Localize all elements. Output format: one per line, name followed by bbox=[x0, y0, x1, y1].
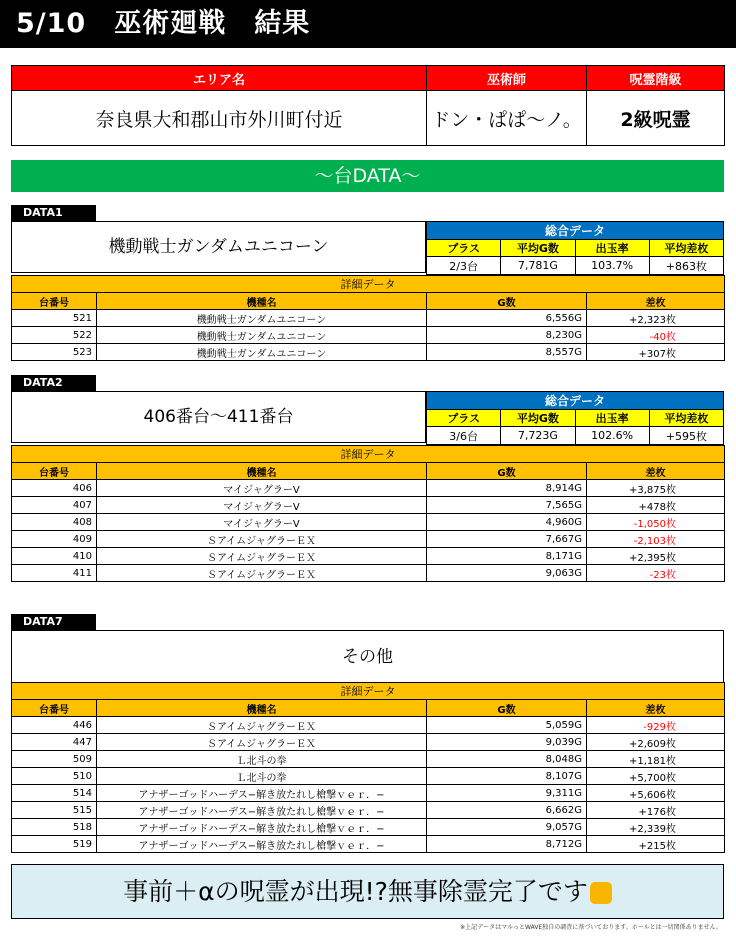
table-row bbox=[12, 565, 725, 582]
data2-section bbox=[11, 375, 724, 580]
machine-model: ＳアイムジャグラーＥＸ bbox=[97, 734, 427, 751]
table-row bbox=[12, 344, 725, 361]
coin-diff: -23枚 bbox=[587, 565, 725, 582]
coin-diff: +2,339枚 bbox=[587, 819, 725, 836]
summary-plus: 3/6台 bbox=[427, 427, 501, 445]
coin-diff: +478枚 bbox=[587, 497, 725, 514]
machine-model: ＳアイムジャグラーＥＸ bbox=[97, 531, 427, 548]
area-value: 奈良県大和郡山市外川町付近 bbox=[12, 91, 427, 146]
summary-col-avg-games: 平均G数 bbox=[501, 240, 575, 257]
game-count: 8,048G bbox=[427, 751, 587, 768]
detail-title: 詳細データ bbox=[12, 276, 725, 293]
coin-diff: +5,700枚 bbox=[587, 768, 725, 785]
shaman-header: 巫術師 bbox=[427, 66, 587, 91]
thumbs-up-icon bbox=[590, 882, 612, 904]
machine-model: アナザーゴッドハーデス−解き放たれし槍撃ｖｅｒ．− bbox=[97, 802, 427, 819]
summary-payout: 103.7% bbox=[575, 257, 649, 275]
coin-diff: -1,050枚 bbox=[587, 514, 725, 531]
data7-detail bbox=[11, 682, 725, 853]
detail-col-no: 台番号 bbox=[12, 293, 97, 310]
summary-col-avg-games: 平均G数 bbox=[501, 410, 575, 427]
summary-col-payout: 出玉率 bbox=[575, 410, 649, 427]
summary-avg-diff: +595枚 bbox=[649, 427, 723, 445]
table-row bbox=[12, 548, 725, 565]
game-count: 8,107G bbox=[427, 768, 587, 785]
summary-col-plus: プラス bbox=[427, 410, 501, 427]
data1-tag: DATA1 bbox=[11, 205, 96, 221]
summary-col-plus: プラス bbox=[427, 240, 501, 257]
machine-number: 522 bbox=[12, 327, 97, 344]
data2-name: 406番台〜411番台 bbox=[11, 391, 426, 443]
summary-title: 総合データ bbox=[427, 222, 724, 240]
summary-col-payout: 出玉率 bbox=[575, 240, 649, 257]
table-row bbox=[12, 480, 725, 497]
machine-number: 518 bbox=[12, 819, 97, 836]
machine-model: Ｌ北斗の拳 bbox=[97, 751, 427, 768]
data7-name: その他 bbox=[11, 630, 724, 684]
machine-model: Ｌ北斗の拳 bbox=[97, 768, 427, 785]
page-title: 5/10 巫術廻戦 結果 bbox=[0, 0, 736, 48]
coin-diff: +215枚 bbox=[587, 836, 725, 853]
table-row bbox=[12, 514, 725, 531]
machine-number: 408 bbox=[12, 514, 97, 531]
game-count: 4,960G bbox=[427, 514, 587, 531]
machine-number: 515 bbox=[12, 802, 97, 819]
detail-col-diff: 差枚 bbox=[587, 700, 725, 717]
game-count: 8,230G bbox=[427, 327, 587, 344]
table-row bbox=[12, 836, 725, 853]
data7-section bbox=[11, 614, 724, 859]
summary-title: 総合データ bbox=[427, 392, 724, 410]
detail-col-games: G数 bbox=[427, 293, 587, 310]
coin-diff: -40枚 bbox=[587, 327, 725, 344]
machine-model: アナザーゴッドハーデス−解き放たれし槍撃ｖｅｒ．− bbox=[97, 836, 427, 853]
data1-detail bbox=[11, 275, 725, 361]
game-count: 9,057G bbox=[427, 819, 587, 836]
grade-value: 2級呪霊 bbox=[587, 91, 725, 146]
coin-diff: +2,395枚 bbox=[587, 548, 725, 565]
disclaimer-note: ※上記データはマルっとWAVE独自の調査に基づいております。ホールとは一切関係ありません。 bbox=[460, 924, 722, 931]
machine-number: 406 bbox=[12, 480, 97, 497]
machine-model: ＳアイムジャグラーＥＸ bbox=[97, 717, 427, 734]
game-count: 8,914G bbox=[427, 480, 587, 497]
coin-diff: +3,875枚 bbox=[587, 480, 725, 497]
coin-diff: +1,181枚 bbox=[587, 751, 725, 768]
data2-detail bbox=[11, 445, 725, 582]
coin-diff: +176枚 bbox=[587, 802, 725, 819]
table-row bbox=[12, 531, 725, 548]
summary-col-avg-diff: 平均差枚 bbox=[649, 410, 723, 427]
coin-diff: +2,323枚 bbox=[587, 310, 725, 327]
table-row bbox=[12, 734, 725, 751]
game-count: 6,662G bbox=[427, 802, 587, 819]
shaman-value: ドン・ぱぱ〜ノ。 bbox=[427, 91, 587, 146]
detail-title: 詳細データ bbox=[12, 683, 725, 700]
grade-header: 呪霊階級 bbox=[587, 66, 725, 91]
detail-col-games: G数 bbox=[427, 700, 587, 717]
summary-payout: 102.6% bbox=[575, 427, 649, 445]
data2-summary bbox=[426, 391, 724, 445]
machine-number: 447 bbox=[12, 734, 97, 751]
table-row bbox=[12, 785, 725, 802]
machine-model: マイジャグラーV bbox=[97, 480, 427, 497]
machine-number: 514 bbox=[12, 785, 97, 802]
machine-number: 409 bbox=[12, 531, 97, 548]
game-count: 9,063G bbox=[427, 565, 587, 582]
machine-model: ＳアイムジャグラーＥＸ bbox=[97, 565, 427, 582]
coin-diff: +307枚 bbox=[587, 344, 725, 361]
detail-col-model: 機種名 bbox=[97, 463, 427, 480]
machine-number: 410 bbox=[12, 548, 97, 565]
machine-model: 機動戦士ガンダムユニコーン bbox=[97, 344, 427, 361]
machine-model: マイジャグラーV bbox=[97, 514, 427, 531]
detail-col-no: 台番号 bbox=[12, 700, 97, 717]
coin-diff: +2,609枚 bbox=[587, 734, 725, 751]
summary-avg-games: 7,781G bbox=[501, 257, 575, 275]
summary-col-avg-diff: 平均差枚 bbox=[649, 240, 723, 257]
data1-section bbox=[11, 205, 724, 360]
table-row bbox=[12, 310, 725, 327]
table-row bbox=[12, 717, 725, 734]
game-count: 7,667G bbox=[427, 531, 587, 548]
game-count: 9,039G bbox=[427, 734, 587, 751]
coin-diff: -2,103枚 bbox=[587, 531, 725, 548]
detail-col-diff: 差枚 bbox=[587, 463, 725, 480]
area-header: エリア名 bbox=[12, 66, 427, 91]
game-count: 9,311G bbox=[427, 785, 587, 802]
machine-model: 機動戦士ガンダムユニコーン bbox=[97, 310, 427, 327]
game-count: 7,565G bbox=[427, 497, 587, 514]
data-banner: 〜台DATA〜 bbox=[11, 160, 724, 192]
machine-number: 509 bbox=[12, 751, 97, 768]
game-count: 8,171G bbox=[427, 548, 587, 565]
machine-number: 446 bbox=[12, 717, 97, 734]
table-row bbox=[12, 751, 725, 768]
summary-avg-games: 7,723G bbox=[501, 427, 575, 445]
detail-col-diff: 差枚 bbox=[587, 293, 725, 310]
machine-model: ＳアイムジャグラーＥＸ bbox=[97, 548, 427, 565]
data1-name: 機動戦士ガンダムユニコーン bbox=[11, 221, 426, 273]
machine-number: 521 bbox=[12, 310, 97, 327]
summary-plus: 2/3台 bbox=[427, 257, 501, 275]
data7-tag: DATA7 bbox=[11, 614, 96, 630]
detail-col-model: 機種名 bbox=[97, 700, 427, 717]
detail-col-no: 台番号 bbox=[12, 463, 97, 480]
machine-number: 407 bbox=[12, 497, 97, 514]
area-table bbox=[11, 65, 725, 146]
game-count: 5,059G bbox=[427, 717, 587, 734]
table-row bbox=[12, 497, 725, 514]
machine-number: 510 bbox=[12, 768, 97, 785]
table-row bbox=[12, 802, 725, 819]
game-count: 8,712G bbox=[427, 836, 587, 853]
data2-tag: DATA2 bbox=[11, 375, 96, 391]
machine-model: アナザーゴッドハーデス−解き放たれし槍撃ｖｅｒ．− bbox=[97, 819, 427, 836]
result-message bbox=[11, 864, 724, 919]
coin-diff: +5,606枚 bbox=[587, 785, 725, 802]
machine-number: 411 bbox=[12, 565, 97, 582]
game-count: 6,556G bbox=[427, 310, 587, 327]
game-count: 8,557G bbox=[427, 344, 587, 361]
result-message-text: 事前＋αの呪霊が出現!?無事除霊完了です bbox=[123, 877, 588, 906]
table-row bbox=[12, 327, 725, 344]
machine-model: アナザーゴッドハーデス−解き放たれし槍撃ｖｅｒ．− bbox=[97, 785, 427, 802]
coin-diff: -929枚 bbox=[587, 717, 725, 734]
table-row bbox=[12, 768, 725, 785]
detail-col-model: 機種名 bbox=[97, 293, 427, 310]
summary-avg-diff: +863枚 bbox=[649, 257, 723, 275]
table-row bbox=[12, 819, 725, 836]
machine-number: 523 bbox=[12, 344, 97, 361]
machine-model: 機動戦士ガンダムユニコーン bbox=[97, 327, 427, 344]
detail-col-games: G数 bbox=[427, 463, 587, 480]
detail-title: 詳細データ bbox=[12, 446, 725, 463]
machine-number: 519 bbox=[12, 836, 97, 853]
data1-summary bbox=[426, 221, 724, 275]
machine-model: マイジャグラーV bbox=[97, 497, 427, 514]
